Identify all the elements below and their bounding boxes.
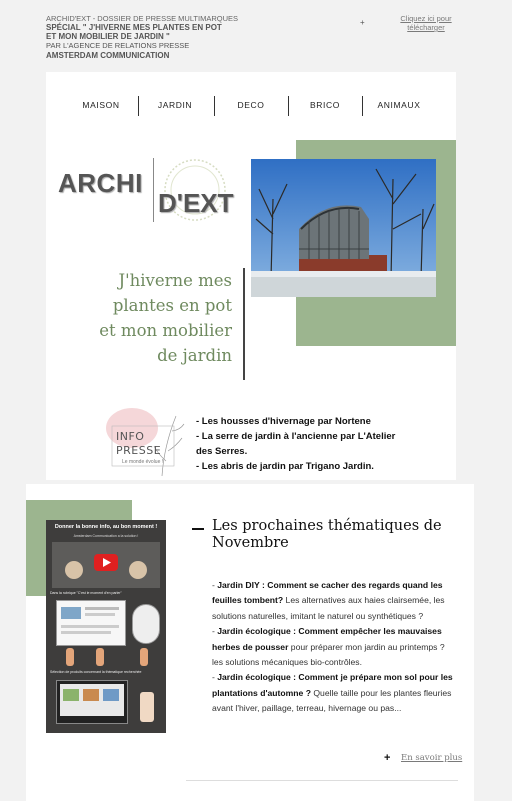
news-list bbox=[196, 414, 446, 474]
nav-item-animaux[interactable]: ANIMAUX bbox=[377, 100, 421, 110]
nav-item-deco[interactable]: DECO bbox=[237, 100, 265, 110]
thumb-laptop bbox=[56, 680, 128, 724]
hero-title bbox=[66, 268, 232, 368]
item2-dash: - bbox=[212, 626, 218, 637]
nav-separator bbox=[362, 96, 363, 116]
nav-separator bbox=[288, 96, 289, 116]
header-text-block bbox=[46, 14, 276, 60]
logo-text-dext: D'EXT bbox=[158, 188, 234, 218]
nav-item-brico[interactable]: BRICO bbox=[310, 100, 340, 110]
greenhouse-photo bbox=[251, 159, 436, 297]
info-logo-text-presse: PRESSE bbox=[116, 444, 162, 457]
thumb-video[interactable] bbox=[52, 542, 160, 588]
thumb-title: Donner la bonne info, au bon moment ! bbox=[54, 524, 158, 530]
news-item-nortene: - Les housses d'hivernage par Nortene bbox=[196, 416, 371, 427]
item1-dash: - bbox=[212, 580, 218, 590]
news-item-serre: - La serre de jardin à l'ancienne par L'Atelier bbox=[196, 431, 396, 442]
info-logo-tagline: Le monde évolue ! bbox=[122, 459, 164, 465]
logo-divider bbox=[153, 158, 154, 222]
brand-line: ARCHID'EXT - DOSSIER DE PRESSE MULTIMARQUES bbox=[46, 14, 239, 23]
hero-title-line3: et mon mobilier bbox=[99, 321, 232, 340]
news-item-serre-cont: des Serres. bbox=[196, 446, 248, 457]
section-title: Les prochaines thématiques de Novembre bbox=[212, 518, 442, 551]
more-plus-icon[interactable]: + bbox=[384, 752, 391, 764]
nav-item-maison[interactable]: MAISON bbox=[82, 100, 120, 110]
thumb-screen1 bbox=[56, 600, 126, 646]
download-link-line2[interactable]: télécharger bbox=[407, 23, 445, 32]
hero-title-line1: J'hiverne mes bbox=[118, 271, 232, 290]
item1-text: Les alternatives aux haies clairsemée, les solutions naturelles, imitant le naturel ou synthétiques ? bbox=[212, 595, 445, 621]
download-link[interactable] bbox=[396, 14, 456, 32]
thumb-section1: Dans la rubrique "C'est le moment d'en parler" bbox=[50, 591, 122, 595]
title-dash bbox=[192, 528, 204, 530]
agency-line1: PAR L'AGENCE DE RELATIONS PRESSE bbox=[46, 41, 190, 50]
special-title-line1: SPÉCIAL " J'HIVERNE MES PLANTES EN POT bbox=[46, 23, 222, 32]
section-body bbox=[212, 578, 456, 717]
item2-text: pour préparer mon jardin au printemps ? les solutions mécaniques bio-contrôles. bbox=[212, 641, 445, 668]
thumb-subtitle: Amsterdam Communication a la solution ! bbox=[73, 534, 139, 538]
agency-name: AMSTERDAM COMMUNICATION bbox=[46, 51, 170, 60]
logo-text-archi: ARCHI bbox=[58, 168, 143, 198]
nav-separator bbox=[214, 96, 215, 116]
nav-separator bbox=[138, 96, 139, 116]
themes-card bbox=[26, 484, 474, 801]
main-card bbox=[46, 72, 456, 480]
hero-title-line4: de jardin bbox=[157, 346, 232, 365]
thumb-section2: Sélection de produits concernant la thématique recherchée bbox=[50, 670, 142, 674]
plus-icon: + bbox=[360, 18, 365, 27]
section-divider bbox=[186, 780, 458, 781]
read-more-link[interactable]: En savoir plus bbox=[401, 753, 463, 763]
info-logo-text-info: INFO bbox=[116, 430, 145, 443]
presentation-thumbnail[interactable] bbox=[46, 520, 166, 733]
email-header bbox=[46, 14, 466, 66]
item2-heading: Jardin écologique : Comment empêcher les mauvaises herbes de pousser bbox=[212, 626, 442, 652]
download-link-line1[interactable]: Cliquez ici pour bbox=[400, 14, 452, 23]
item3-text: Quelle taille pour les plantes fleuries avant l'hiver, paillage, terreau, hivernage ou pas... bbox=[212, 687, 452, 714]
info-presse-logo bbox=[102, 406, 186, 478]
special-title-line2: ET MON MOBILIER DE JARDIN " bbox=[46, 32, 170, 41]
archidext-logo bbox=[58, 158, 248, 222]
news-item-trigano: - Les abris de jardin par Trigano Jardin. bbox=[196, 461, 374, 472]
item3-dash: - bbox=[212, 672, 218, 683]
item3-heading: Jardin écologique : Comment je prépare mon sol pour les plantations d'automne ? bbox=[212, 672, 453, 698]
category-nav bbox=[46, 94, 456, 120]
item1-heading: Jardin DIY : Comment se cacher des regards quand les feuilles tombent? bbox=[212, 580, 443, 606]
hero-title-line2: plantes en pot bbox=[112, 296, 232, 315]
nav-item-jardin[interactable]: JARDIN bbox=[157, 100, 193, 110]
hero-divider bbox=[243, 268, 245, 380]
thumb-phone bbox=[132, 604, 160, 644]
